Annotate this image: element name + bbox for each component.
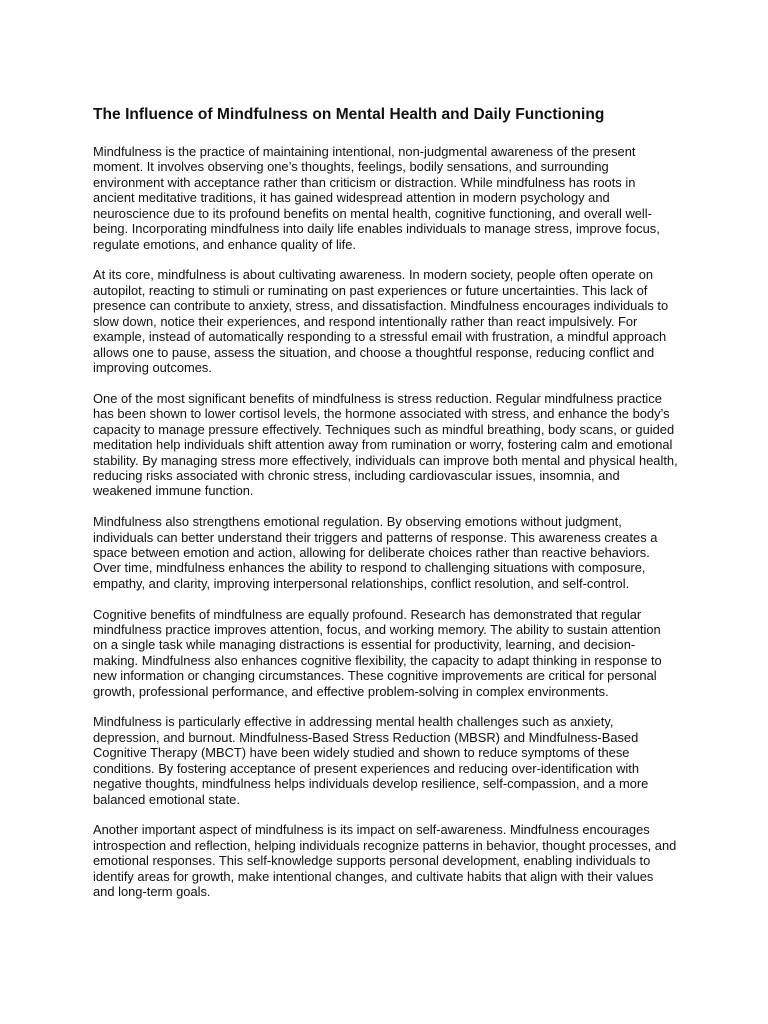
paragraph: Mindfulness is particularly effective in addressing mental health challenges such as anxiety, depression, and burnout. Mindfulness-Based Stress Reduction (MBSR) and Mindfulness-Based Cognitive Therapy (MBCT) have been widely studied and shown to reduce symptoms of these conditions. By fostering acceptance of present experiences and reducing over-identification with negative thoughts, mindfulness helps individuals develop resilience, self-compassion, and a more balanced emotional state. xyxy=(93,714,649,807)
paragraph: At its core, mindfulness is about cultivating awareness. In modern society, people often operate on autopilot, reacting to stimuli or ruminating on past experiences or future uncertainties. This lack of presence can contribute to anxiety, stress, and dissatisfaction. Mindfulness encourages individuals to slow down, notice their experiences, and respond intentionally rather than react impulsively. For example, instead of automatically responding to a stressful email with frustration, a mindful approach allows one to pause, assess the situation, and choose a thoughtful response, reducing conflict and improving outcomes. xyxy=(93,267,669,376)
paragraph: Cognitive benefits of mindfulness are equally profound. Research has demonstrated that regular mindfulness practice improves attention, focus, and working memory. The ability to sustain attention on a single task while managing distractions is essential for productivity, learning, and decision-making. Mindfulness also enhances cognitive flexibility, the capacity to adapt thinking in response to new information or changing circumstances. These cognitive improvements are critical for personal growth, professional performance, and effective problem-solving in complex environments. xyxy=(93,606,662,699)
paragraph: Mindfulness is the practice of maintaining intentional, non-judgmental awareness of the present moment. It involves observing one’s thoughts, feelings, bodily sensations, and surrounding environment with acceptance rather than criticism or distraction. While mindfulness has roots in ancient meditative traditions, it has gained widespread attention in modern psychology and neuroscience due to its profound benefits on mental health, cognitive functioning, and overall well-being. Incorporating mindfulness into daily life enables individuals to manage stress, improve focus, regulate emotions, and enhance quality of life. xyxy=(93,144,660,252)
paragraph: Mindfulness also strengthens emotional regulation. By observing emotions without judgment, individuals can better understand their triggers and patterns of response. This awareness creates a space between emotion and action, allowing for deliberate choices rather than reactive behaviors. Over time, mindfulness enhances the ability to respond to challenging situations with composure, empathy, and clarity, improving interpersonal relationships, conflict resolution, and self-control. xyxy=(93,514,658,591)
paragraph: One of the most significant benefits of mindfulness is stress reduction. Regular mindfulness practice has been shown to lower cortisol levels, the hormone associated with stress, and enhance the body’s capacity to manage pressure effectively. Techniques such as mindful breathing, body scans, or guided meditation help individuals shift attention away from rumination or worry, fostering calm and emotional stability. By managing stress more effectively, individuals can improve both mental and physical health, reducing risks associated with chronic stress, including cardiovascular issues, insomnia, and weakened immune function. xyxy=(93,390,678,499)
document-page xyxy=(93,106,678,915)
document-title: The Influence of Mindfulness on Mental Health and Daily Functioning xyxy=(93,106,605,123)
paragraph: Another important aspect of mindfulness is its impact on self-awareness. Mindfulness encourages introspection and reflection, helping individuals recognize patterns in behavior, thought processes, and emotional responses. This self-knowledge supports personal development, enabling individuals to identify areas for growth, make intentional changes, and cultivate habits that align with their values and long-term goals. xyxy=(93,822,677,900)
